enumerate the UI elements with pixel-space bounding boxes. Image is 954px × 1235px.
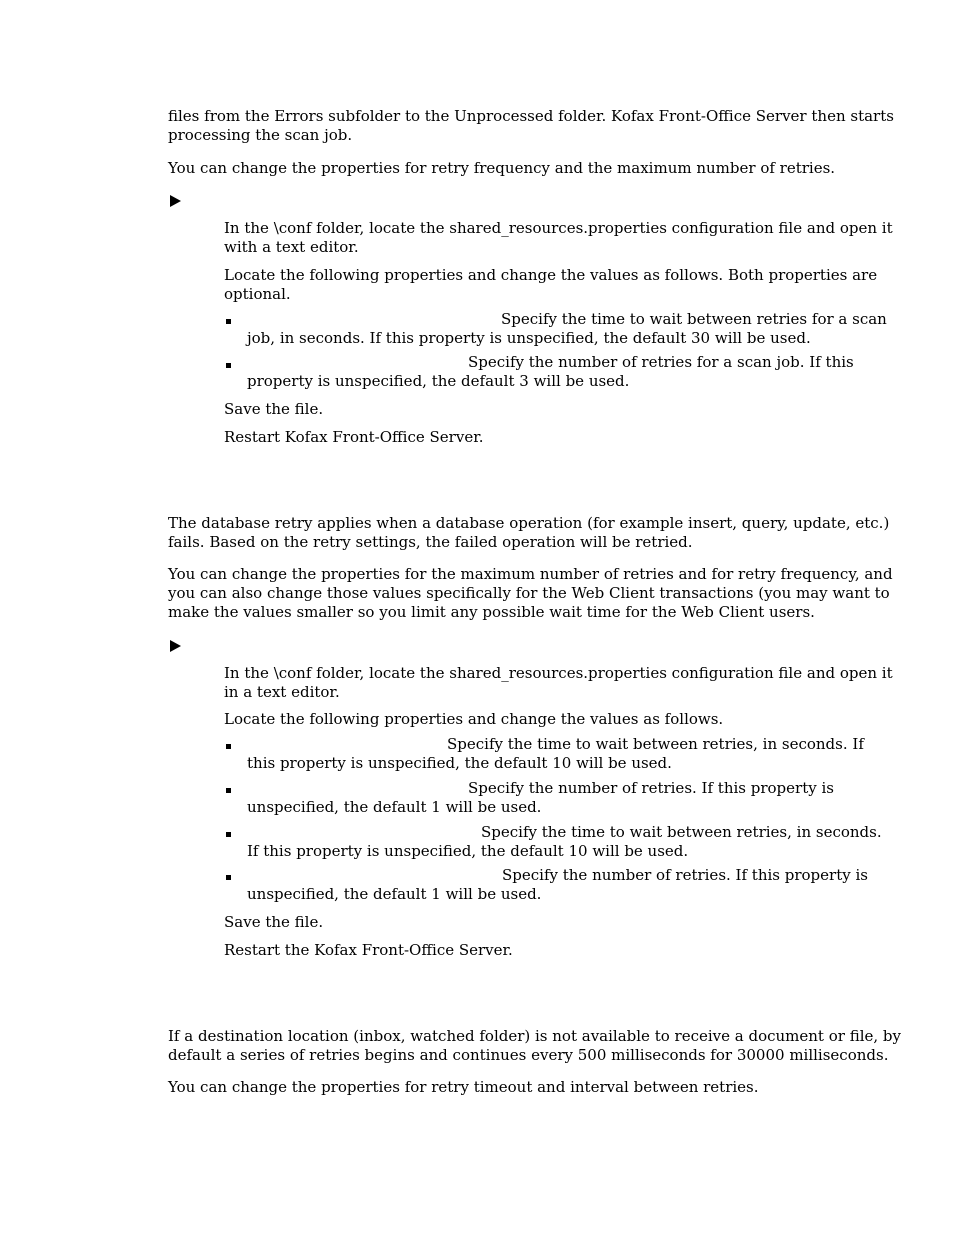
paragraph-line: you can also change those values specifically for the Web Client transactions (you may want to [168,584,890,602]
paragraph-line: default a series of retries begins and continues every 500 milliseconds for 30000 milliseconds. [168,1046,889,1064]
bullet-icon [226,744,231,749]
scan-bullet-1-line1: Specify the time to wait between retries for a scan [501,310,887,328]
bullet-icon [226,832,231,837]
procedure-arrow-icon [170,640,181,652]
db-step-4: Restart the Kofax Front-Office Server. [224,941,513,959]
db-bullet-2-line1: Specify the number of retries. If this property is [468,779,834,797]
scan-bullet-1-line2: job, in seconds. If this property is unspecified, the default 30 will be used. [247,329,811,347]
scan-bullet-2-line1: Specify the number of retries for a scan job. If this [468,353,854,371]
step-line: optional. [224,285,291,303]
paragraph-line: You can change the properties for the maximum number of retries and for retry frequency, and [168,565,893,583]
db-step-1 [224,664,893,702]
scan-step-3: Save the file. [224,400,324,418]
intro-change-paragraph: You can change the properties for retry frequency and the maximum number of retries. [168,159,836,177]
bullet-icon [226,875,231,880]
intro-line: processing the scan job. [168,126,353,144]
database-paragraph-1 [168,514,889,552]
scan-step-4: Restart Kofax Front-Office Server. [224,428,484,446]
step-line: Locate the following properties and change the values as follows. Both properties are [224,266,878,284]
paragraph-line: make the values smaller so you limit any possible wait time for the Web Client users. [168,603,815,621]
scan-step-2 [224,266,877,304]
bullet-icon [226,788,231,793]
database-paragraph-2 [168,565,893,622]
step-line: with a text editor. [224,238,359,256]
db-bullet-1-line1: Specify the time to wait between retries, in seconds. If [447,735,864,753]
intro-line: files from the Errors subfolder to the Unprocessed folder. Kofax Front-Office Server then starts [168,107,894,125]
paragraph-line: fails. Based on the retry settings, the failed operation will be retried. [168,533,693,551]
destination-paragraph-1 [168,1027,901,1065]
db-step-2: Locate the following properties and change the values as follows. [224,710,724,728]
procedure-arrow-icon [170,195,181,207]
db-bullet-2-line2: unspecified, the default 1 will be used. [247,798,542,816]
step-line: In the \conf folder, locate the shared_resources.properties configuration file and open it [224,219,893,237]
db-bullet-3-line2: If this property is unspecified, the default 10 will be used. [247,842,689,860]
step-line: In the \conf folder, locate the shared_resources.properties configuration file and open it [224,664,893,682]
paragraph-line: The database retry applies when a database operation (for example insert, query, update, etc.) [168,514,890,532]
db-bullet-4-line2: unspecified, the default 1 will be used. [247,885,542,903]
scan-bullet-2-line2: property is unspecified, the default 3 will be used. [247,372,630,390]
bullet-icon [226,319,231,324]
db-bullet-3-line1: Specify the time to wait between retries, in seconds. [481,823,882,841]
step-line: in a text editor. [224,683,340,701]
destination-paragraph-2: You can change the properties for retry timeout and interval between retries. [168,1078,759,1096]
bullet-icon [226,363,231,368]
intro-paragraph [168,107,894,145]
db-step-3: Save the file. [224,913,324,931]
paragraph-line: If a destination location (inbox, watched folder) is not available to receive a document or file, by [168,1027,901,1045]
scan-step-1 [224,219,893,257]
db-bullet-4-line1: Specify the number of retries. If this property is [502,866,868,884]
db-bullet-1-line2: this property is unspecified, the default 10 will be used. [247,754,672,772]
